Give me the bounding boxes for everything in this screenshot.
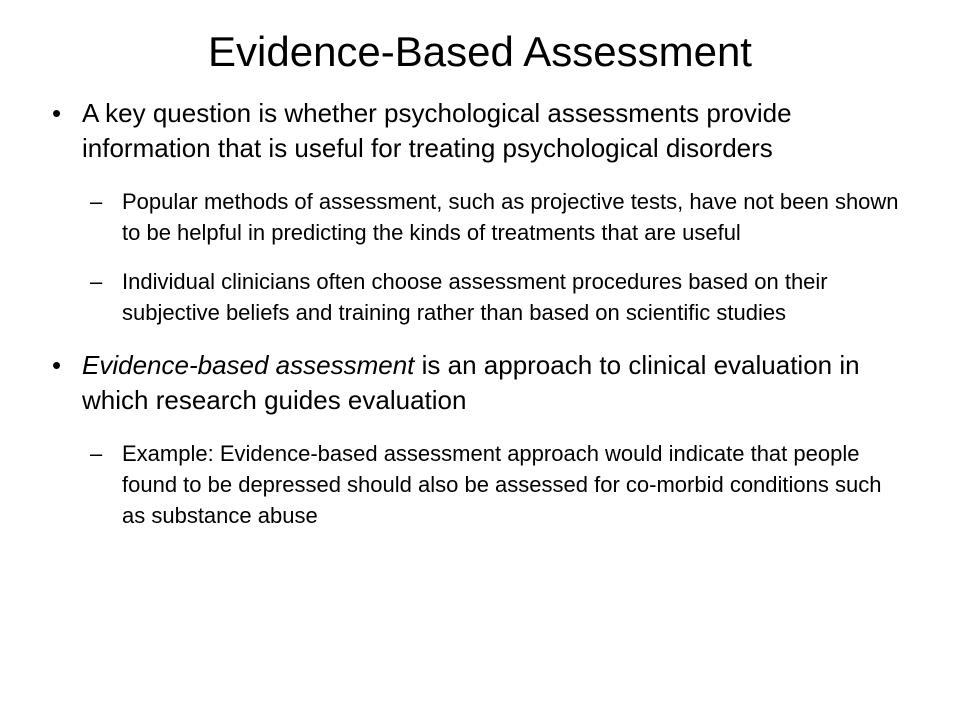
bullet-text: is an approach to clinical evaluation in which research guides evaluation	[82, 350, 860, 415]
sub-bullet-text: Example: Evidence-based assessment approach would indicate that people found to be depressed should also be assessed for co-morbid conditions such as substance abuse	[122, 441, 882, 528]
sub-bullet-text: Individual clinicians often choose assessment procedures based on their subjective beliefs and training rather than based on scientific studies	[122, 269, 828, 325]
sub-bullet-item	[48, 266, 908, 328]
sub-bullet-item	[48, 438, 908, 531]
bullet-item	[48, 348, 908, 418]
bullet-marker: •	[52, 98, 62, 128]
sub-bullet-marker: –	[90, 269, 103, 294]
sub-bullet-marker: –	[90, 441, 103, 466]
bullet-marker: •	[52, 350, 62, 380]
bullet-item	[48, 96, 908, 166]
slide-content	[48, 96, 908, 549]
sub-bullet-marker: –	[90, 189, 103, 214]
sub-bullet-item	[48, 186, 908, 248]
slide-title: Evidence-Based Assessment	[208, 28, 752, 75]
bullet-text: A key question is whether psychological assessments provide information that is useful for treating psychological disorders	[82, 98, 792, 163]
bullet-term-italic: Evidence-based assessment	[82, 350, 415, 380]
sub-bullet-text: Popular methods of assessment, such as projective tests, have not been shown to be helpful in predicting the kinds of treatments that are useful	[122, 189, 899, 245]
